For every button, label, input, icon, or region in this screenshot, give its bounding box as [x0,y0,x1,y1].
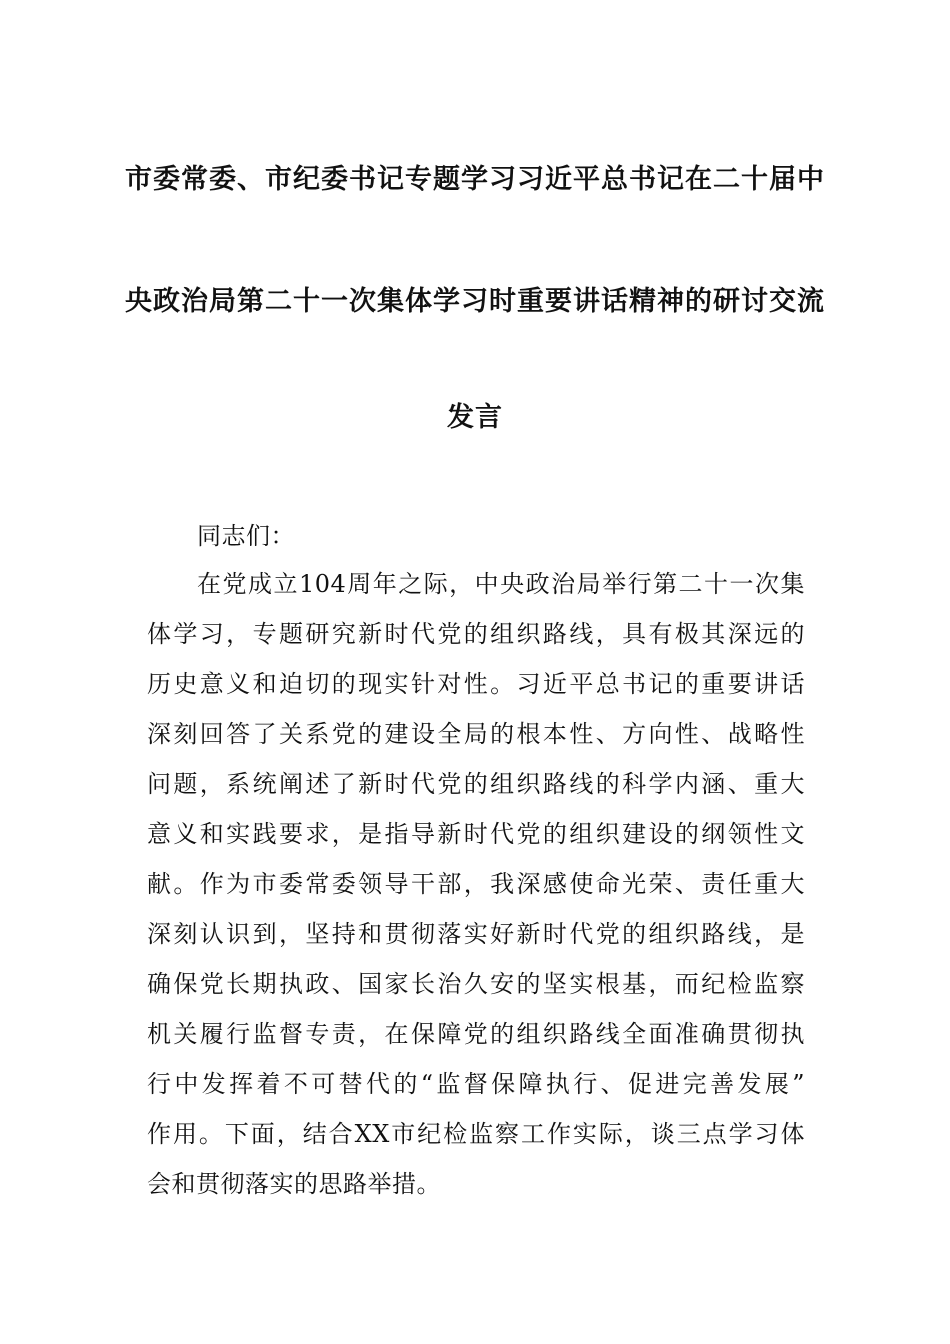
paragraph-line: 问题，系统阐述了新时代党的组织路线的科学内涵、重大 [147,770,805,798]
paragraph-line: 确保党长期执政、国家长治久安的坚实根基，而纪检监察 [147,970,805,998]
paragraph-line: 会和贯彻落实的思路举措。 [147,1170,441,1198]
document-title-line-1: 市委常委、市纪委书记专题学习习近平总书记在二十届中 [125,164,825,195]
paragraph-line: 体学习，专题研究新时代党的组织路线，具有极其深远的 [147,620,805,648]
paragraph-line: 历史意义和迫切的现实针对性。习近平总书记的重要讲话 [147,670,805,698]
paragraph-line: 行中发挥着不可替代的“监督保障执行、促进完善发展” [147,1070,805,1098]
paragraph-line: 意义和实践要求，是指导新时代党的组织建设的纲领性文 [147,820,805,848]
paragraph-line: 在党成立104周年之际，中央政治局举行第二十一次集 [197,570,805,598]
salutation: 同志们： [197,522,295,550]
document-title-line-2: 央政治局第二十一次集体学习时重要讲话精神的研讨交流 [125,286,825,317]
paragraph-line: 深刻回答了关系党的建设全局的根本性、方向性、战略性 [147,720,805,748]
paragraph-line: 机关履行监督专责，在保障党的组织路线全面准确贯彻执 [147,1020,805,1048]
document-title-line-3: 发言 [447,402,503,433]
paragraph-line: 献。作为市委常委领导干部，我深感使命光荣、责任重大 [147,870,805,898]
paragraph-line: 作用。下面，结合XX市纪检监察工作实际，谈三点学习体 [147,1120,805,1148]
paragraph-line: 深刻认识到，坚持和贯彻落实好新时代党的组织路线，是 [147,920,805,948]
